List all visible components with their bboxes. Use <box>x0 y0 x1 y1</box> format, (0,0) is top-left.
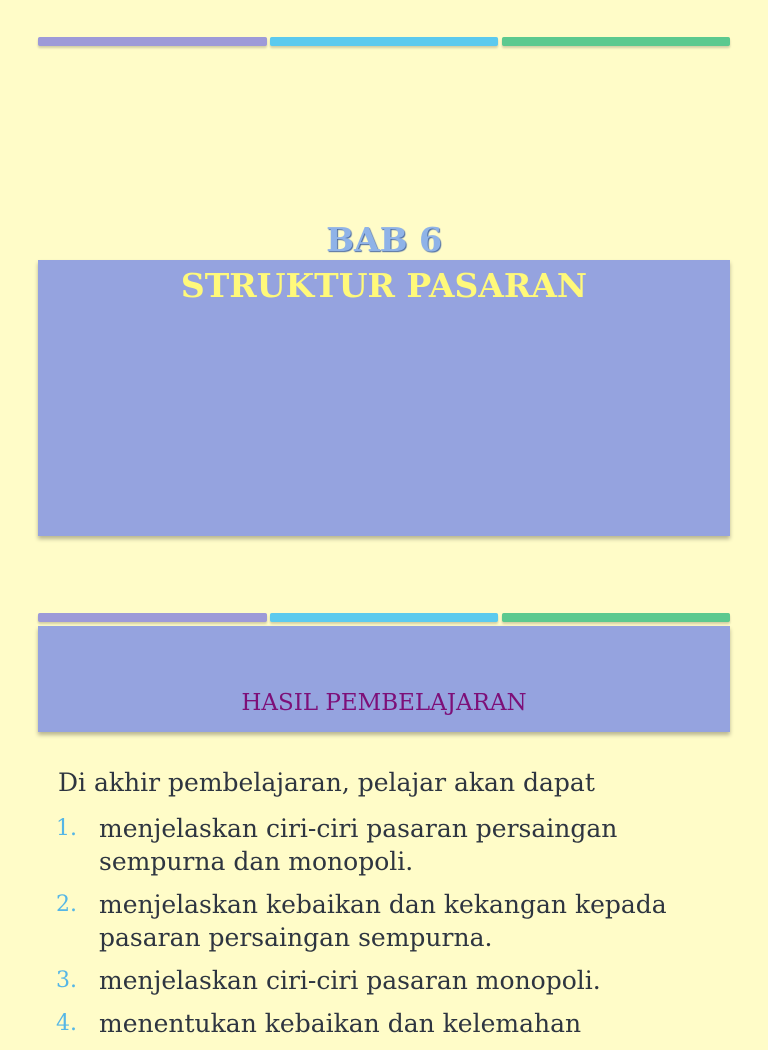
list-item <box>0 964 719 997</box>
list-number: 3. <box>56 968 77 993</box>
stripe-purple <box>38 613 267 622</box>
slide-title: STRUKTUR PASARAN <box>180 266 588 305</box>
list-number: 1. <box>56 816 77 841</box>
stripe-cyan <box>270 37 498 46</box>
list-number: 4. <box>56 1011 77 1036</box>
list-text: menjelaskan kebaikan dan kekangan kepada pasaran persaingan sempurna. <box>99 890 667 952</box>
list-number: 2. <box>56 892 77 917</box>
list-text: menjelaskan ciri-ciri pasaran persaingan sempurna dan monopoli. <box>99 814 618 876</box>
list-text: menentukan kebaikan dan kelemahan <box>99 1009 582 1038</box>
list-text: menjelaskan ciri-ciri pasaran monopoli. <box>99 966 601 995</box>
list-item <box>0 888 719 954</box>
learning-outcomes-title: HASIL PEMBELAJARAN <box>241 690 527 716</box>
intro-text: Di akhir pembelajaran, pelajar akan dapat <box>58 768 595 797</box>
stripe-green <box>502 37 730 46</box>
stripe-purple <box>38 37 267 46</box>
heading-panel <box>38 626 730 732</box>
chapter-label: BAB 6 <box>326 220 442 259</box>
objectives-list <box>0 812 719 1050</box>
stripe-cyan <box>270 613 498 622</box>
stripe-green <box>502 613 730 622</box>
list-item <box>0 812 719 878</box>
